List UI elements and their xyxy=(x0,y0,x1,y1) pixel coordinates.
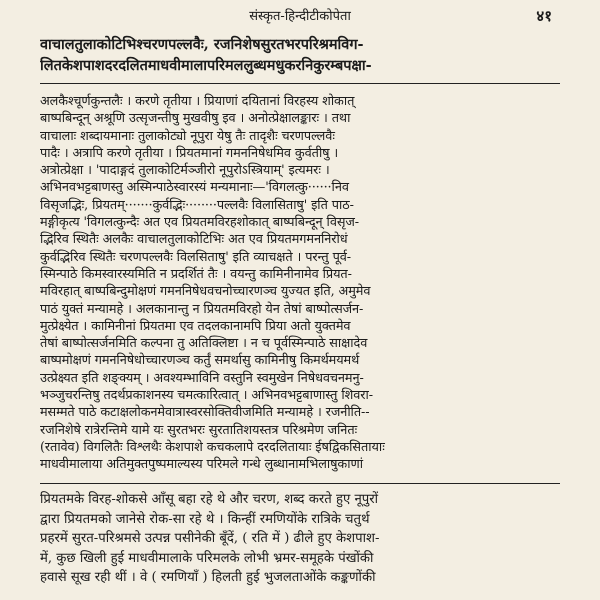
translation-line: प्रहरमें सुरत-परिश्रमसे उत्पन्न पसीनेकी बूँदें, ( रति में ) ढीले हुए केशपाश- xyxy=(40,531,380,547)
commentary-line: मुत्प्रेक्ष्येत । कामिनीनां प्रियतमा एव तदलकानामपि प्रिया अतो युक्तमेव xyxy=(40,318,351,334)
commentary-line: भञ्जुचरन्तिषु तदर्थप्रकाशनस्य चमत्कारित्वात् । अभिनवभट्टबाणास्तु शिवरा- xyxy=(40,388,373,404)
verse-text xyxy=(40,34,560,76)
commentary-line: पाठं युक्तं मन्यामहे । अलकानान्तु न प्रियतमविरहो येन तेषां बाष्पोत्सर्जन- xyxy=(40,301,364,317)
translation-line: प्रियतमके विरह-शोकसे आँसू बहा रहे थे और चरण, शब्द करते हुए नूपुरों xyxy=(40,492,379,507)
commentary-line: विसृजद्भिः, प्रियतम्·······कुर्वद्भिः········पल्लवैः विलासिताषु' इति पाठ- xyxy=(40,197,354,213)
translation-line: में, कुछ खिली हुई माधवीमालाके परिमलके लोभी भ्रमर-समूहके पंखोंकी xyxy=(40,550,374,566)
hindi-translation xyxy=(40,490,560,588)
commentary-line: (रतावेव) विगलितैः विश्लथैः केशपाशे कचकलापे दरदलितायाः ईषद्विकसितायाः xyxy=(40,439,385,455)
translation-line: हवासे सूख रही थीं । वे ( रमणियाँ ) हिलती हुई भुजलताओंके कङ्कणोंकी xyxy=(40,570,376,586)
divider-rule xyxy=(40,83,560,84)
running-head: संस्कृत-हिन्दीटीकोपेता xyxy=(249,9,351,24)
commentary-line: अलकैश्चूर्णकुन्तलैः । करणे तृतीया । प्रियाणां दयितानां विरहस्य शोकात् xyxy=(40,94,355,109)
verse-line: वाचालतुलाकोटिभिश्चरणपल्लवैः, रजनिशेषसुरतभरपरिश्रमविग- xyxy=(40,36,364,53)
commentary-line: उत्प्रेक्ष्यत इति शङ्क्यम् । अवश्यम्भाविनि वस्तुनि स्वमुखेन निषेधवचनमनु- xyxy=(40,370,364,386)
divider-rule xyxy=(40,483,560,484)
commentary-line: रजनिशेषे रात्रेरन्तिमे यामे यः सुरतभरः सुरतातिशयस्तत्र परिश्रमेण जनितः xyxy=(40,422,358,438)
commentary-line: मविरहात् बाष्पबिन्दुमोक्षणं गमननिषेधवचनोच्चारणञ्च युज्यत इति, अमुमेव xyxy=(40,284,371,300)
commentary-line: बाष्पबिन्दून् अश्रूणि उत्सृजन्तीषु मुखवीषु इव । अनोत्प्रेक्षालङ्कारः । तथा xyxy=(40,111,351,127)
commentary-line: वाचालाः शब्दायमानाः तुलाकोट्यो नूपुरा येषु तैः तादृशैः चरणपल्लवैः xyxy=(40,128,335,144)
page-number: ४१ xyxy=(536,7,552,25)
commentary-line: बाष्पमोक्षणं गमननिषेधोच्चारणञ्च कर्तुं समर्थासु कामिनीषु किमर्थमयमर्थ xyxy=(40,353,360,369)
commentary-line: तेषां बाष्पोत्सर्जनमिति कल्पना तु अतिक्लिष्टा । न च पूर्वस्मिन्पाठे साक्षादेव xyxy=(40,336,368,352)
commentary-line: द्भिरिव स्थितैः अलकैः वाचालतुलाकोटिभिः अत एव प्रियतमगमननिरोधं xyxy=(40,232,348,248)
verse-line: लितकेशपाशदरदलितमाधवीमालापरिमललुब्धमधुकरनिकुरम्बपक्षा- xyxy=(40,57,372,74)
commentary-line: अभिनवभट्टबाणस्तु अस्मिन्पाठेस्वारस्यं मन्यमानाः—'विगलत्कु······निव xyxy=(40,180,349,196)
sanskrit-commentary xyxy=(40,93,560,474)
commentary-line: मङ्गीकृत्य 'विगलत्कुन्दैः अत एव प्रियतमविरहशोकात् बाष्पबिन्दून् विसृज- xyxy=(40,215,360,231)
translation-line: द्वारा प्रियतमको जानेसे रोक-सा रहे थे । किन्हीं रमणियोंके रात्रिके चतुर्थ xyxy=(40,511,370,527)
commentary-line: पादैः । अत्रापि करणे तृतीया । प्रियतमानां गमननिषेधमिव कुर्वतीषु । xyxy=(40,145,339,161)
commentary-line: माधवीमालाया अतिमुक्तपुष्पमाल्यस्य परिमले गन्धे लुब्धानामभिलाषुकाणां xyxy=(40,457,363,473)
commentary-line: स्मिन्पाठे किमस्वारस्यमिति न प्रदर्शितं तैः । वयन्तु कामिनीनामेव प्रियत- xyxy=(40,266,352,282)
commentary-line: मसम्मते पाठे कटाक्षलोकनमेवात्रास्वरसोक्तिवीजमिति मन्यामहे । रजनीति-- xyxy=(40,405,370,421)
commentary-line: अत्रोत्प्रेक्षा । 'पादाङ्गदं तुलाकोटिर्मञ्जीरो नूपुरोऽस्त्रियाम्' इत्यमरः । xyxy=(40,163,330,179)
commentary-line: कुर्वद्भिरिव स्थितैः चरणपल्लवैः विलसिताषु' इति व्याचक्षते । परन्तु पूर्व- xyxy=(40,249,351,265)
page-header xyxy=(0,6,600,28)
